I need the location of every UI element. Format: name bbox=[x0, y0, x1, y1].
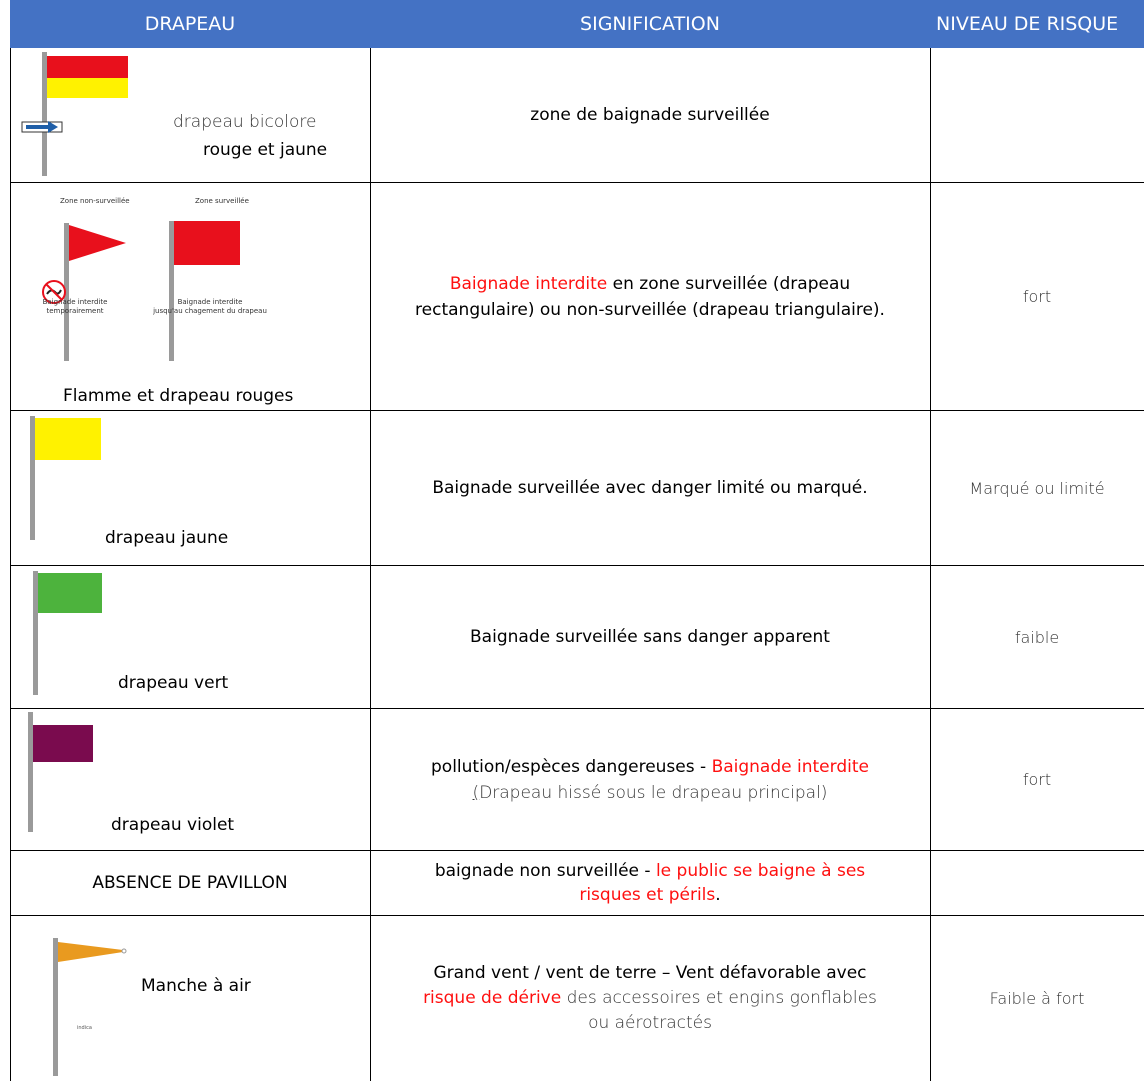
windsock-tiny-text: indica bbox=[77, 1025, 92, 1031]
meaning-red-text: Baignade interdite bbox=[449, 273, 608, 294]
flag-label: drapeau jaune bbox=[105, 528, 229, 548]
header-niveau-de-risque: NIVEAU DE RISQUE bbox=[930, 0, 1144, 48]
violet-flag-icon bbox=[23, 712, 123, 842]
header-signification: SIGNIFICATION bbox=[370, 0, 930, 48]
meaning-line bbox=[450, 271, 850, 297]
meaning-text: zone de baignade surveillée bbox=[530, 105, 770, 125]
meaning-text: des accessoires et engins gonflables bbox=[561, 988, 877, 1008]
meaning-red-text: le public se baigne à ses bbox=[655, 861, 866, 881]
meaning-text: Drapeau hissé sous le drapeau principal) bbox=[479, 782, 828, 803]
meaning-red-text: Baignade interdite bbox=[711, 756, 869, 777]
meaning-line bbox=[473, 780, 828, 806]
yellow-flag-icon bbox=[25, 414, 125, 544]
meaning-cell bbox=[370, 566, 930, 708]
green-flag-icon bbox=[28, 570, 128, 700]
flag-label: Manche à air bbox=[141, 976, 251, 996]
meaning-text: en zone surveillée (drapeau bbox=[607, 273, 851, 294]
meaning-line: Grand vent / vent de terre – Vent défavorable avec bbox=[433, 963, 867, 983]
meaning-line bbox=[579, 883, 720, 907]
header-drapeau: DRAPEAU bbox=[10, 0, 370, 48]
meaning-cell bbox=[370, 183, 930, 410]
risk-text: faible bbox=[1014, 627, 1060, 647]
flag-cell bbox=[10, 851, 370, 915]
risk-text: Marqué ou limité bbox=[969, 478, 1105, 498]
meaning-text: . bbox=[715, 885, 721, 905]
risk-text: fort bbox=[1022, 770, 1052, 789]
meaning-line: ou aérotractés bbox=[588, 1013, 712, 1033]
meaning-text: ( bbox=[472, 782, 480, 803]
meaning-red-text: risques et périls bbox=[579, 885, 716, 905]
meaning-cell bbox=[370, 916, 930, 1081]
risk-cell bbox=[930, 566, 1144, 708]
meaning-cell bbox=[370, 709, 930, 850]
meaning-cell bbox=[370, 411, 930, 565]
meaning-text: pollution/espèces dangereuses - bbox=[431, 756, 712, 777]
illus-right-caption: Baignade interdite bbox=[177, 298, 243, 306]
flag-label: drapeau violet bbox=[111, 815, 235, 835]
risk-cell bbox=[930, 411, 1144, 565]
flag-table bbox=[10, 0, 1144, 1081]
illus-right-caption: jusqu'au chagement du drapeau bbox=[153, 307, 267, 315]
meaning-line bbox=[423, 986, 877, 1011]
windsock-icon bbox=[48, 938, 138, 1078]
flag-label: ABSENCE DE PAVILLON bbox=[92, 873, 288, 893]
flag-label: drapeau bicolore bbox=[173, 112, 317, 132]
meaning-line bbox=[435, 859, 865, 883]
flag-label: rouge et jaune bbox=[203, 140, 328, 160]
meaning-line: rectangulaire) ou non-surveillée (drapeau triangulaire). bbox=[415, 299, 885, 320]
risk-cell bbox=[930, 183, 1144, 410]
illus-left-title: Zone non-surveillée bbox=[60, 197, 130, 205]
illus-right-title: Zone surveillée bbox=[195, 197, 249, 205]
meaning-red-text: risque de dérive bbox=[423, 988, 562, 1008]
flag-label: drapeau vert bbox=[118, 673, 229, 693]
meaning-line bbox=[431, 754, 869, 780]
meaning-text: baignade non surveillée - bbox=[434, 861, 656, 881]
risk-text: fort bbox=[1022, 287, 1052, 306]
meaning-text: Baignade surveillée sans danger apparent bbox=[470, 627, 830, 647]
flag-label: Flamme et drapeau rouges bbox=[63, 386, 294, 406]
red-flame-and-flag-illustration bbox=[30, 195, 290, 365]
illus-left-caption: Baignade interdite bbox=[42, 298, 108, 306]
meaning-text: Baignade surveillée avec danger limité ou marqué. bbox=[432, 478, 868, 498]
risk-cell bbox=[930, 916, 1144, 1081]
meaning-cell bbox=[370, 48, 930, 182]
illus-left-caption: temporairement bbox=[46, 307, 104, 315]
meaning-cell bbox=[370, 851, 930, 915]
risk-text: Faible à fort bbox=[989, 989, 1085, 1008]
risk-cell bbox=[930, 709, 1144, 850]
red-yellow-flag-icon bbox=[22, 52, 132, 177]
